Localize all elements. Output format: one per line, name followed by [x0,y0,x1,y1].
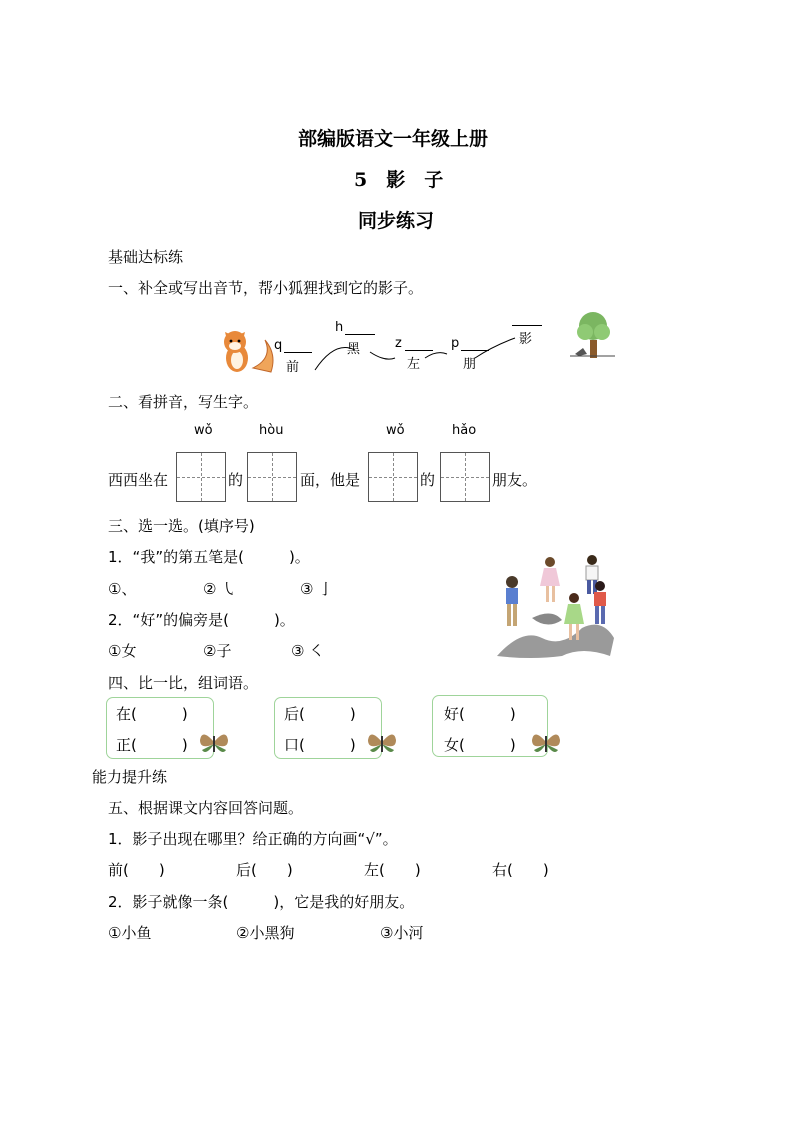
q5-heading: 五、根据课文内容回答问题。 [108,799,304,817]
writing-grid[interactable] [368,452,418,502]
subtitle: 同步练习 [358,210,435,232]
fox-icon [224,331,273,372]
q2-text: 面，他是 [300,471,361,489]
q3-option[interactable]: ② ㇂ [203,580,237,598]
direction-option[interactable]: 前( ) [108,861,165,879]
q1-char-hei: 黑 [347,342,361,357]
q3-option[interactable]: ①女 [108,642,137,660]
q1-pinyin-h: h [335,320,344,335]
butterfly-icon [530,728,562,758]
section-basic-heading: 基础达标练 [108,248,184,266]
q5-item1: 1．影子出现在哪里？给正确的方向画“√”。 [108,830,398,848]
q3-heading: 三、选一选。(填序号) [108,517,255,535]
q5-option[interactable]: ②小黑狗 [236,924,295,942]
q1-char-qian: 前 [286,360,300,375]
q2-text: 的 [420,471,436,489]
tree-icon [570,312,615,358]
direction-option[interactable]: 左( ) [364,861,421,879]
writing-grid[interactable] [247,452,297,502]
q1-heading: 一、补全或写出音节，帮小狐狸找到它的影子。 [108,279,424,297]
q1-char-peng: 朋 [463,357,477,372]
q2-text: 的 [228,471,244,489]
q2-pinyin: hǎo [452,423,477,438]
q5-item2: 2．影子就像一条( )，它是我的好朋友。 [108,893,415,911]
q5-option[interactable]: ①小鱼 [108,924,152,942]
q1-blank[interactable] [461,350,489,351]
q2-text: 西西坐在 [108,471,169,489]
q1-pinyin-p: p [451,336,460,351]
writing-grid[interactable] [176,452,226,502]
q1-pinyin-q: q [274,338,283,353]
q3-option[interactable]: ①、 [108,580,137,598]
q3-item2: 2．“好”的偏旁是( )。 [108,611,295,629]
butterfly-icon [366,728,398,758]
butterfly-icon [198,728,230,758]
compare-word[interactable]: 好( ) [444,705,516,723]
q1-blank[interactable] [512,325,542,326]
q2-text: 朋友。 [492,471,538,489]
q3-option[interactable]: ③ ㇛ [291,642,325,660]
compare-word[interactable]: 后( ) [284,705,356,723]
q1-pinyin-z: z [395,336,402,351]
direction-option[interactable]: 右( ) [492,861,549,879]
q2-pinyin: wǒ [194,423,213,438]
q1-blank[interactable] [345,334,375,335]
q1-char-zuo: 左 [407,357,421,372]
lesson-title: 5 影 子 [354,169,444,191]
page-title: 部编版语文一年级上册 [298,128,489,150]
q2-heading: 二、看拼音，写生字。 [108,393,259,411]
q2-pinyin: wǒ [386,423,405,438]
q5-option[interactable]: ③小河 [380,924,424,942]
writing-grid[interactable] [440,452,490,502]
direction-option[interactable]: 后( ) [236,861,293,879]
q3-item1: 1．“我”的第五笔是( )。 [108,548,310,566]
compare-word[interactable]: 口( ) [284,736,356,754]
children-shadow-illustration [492,548,617,660]
q4-heading: 四、比一比，组词语。 [108,674,259,692]
compare-word[interactable]: 女( ) [444,736,516,754]
q3-option[interactable]: ③ 亅 [300,580,334,598]
q3-option[interactable]: ②子 [203,642,232,660]
section-advanced-heading: 能力提升练 [92,768,168,786]
compare-word[interactable]: 在( ) [116,705,188,723]
q2-pinyin: hòu [259,423,284,438]
q1-blank[interactable] [405,350,433,351]
q1-char-ying: 影 [519,332,533,347]
compare-word[interactable]: 正( ) [116,736,188,754]
q1-blank[interactable] [284,352,312,353]
